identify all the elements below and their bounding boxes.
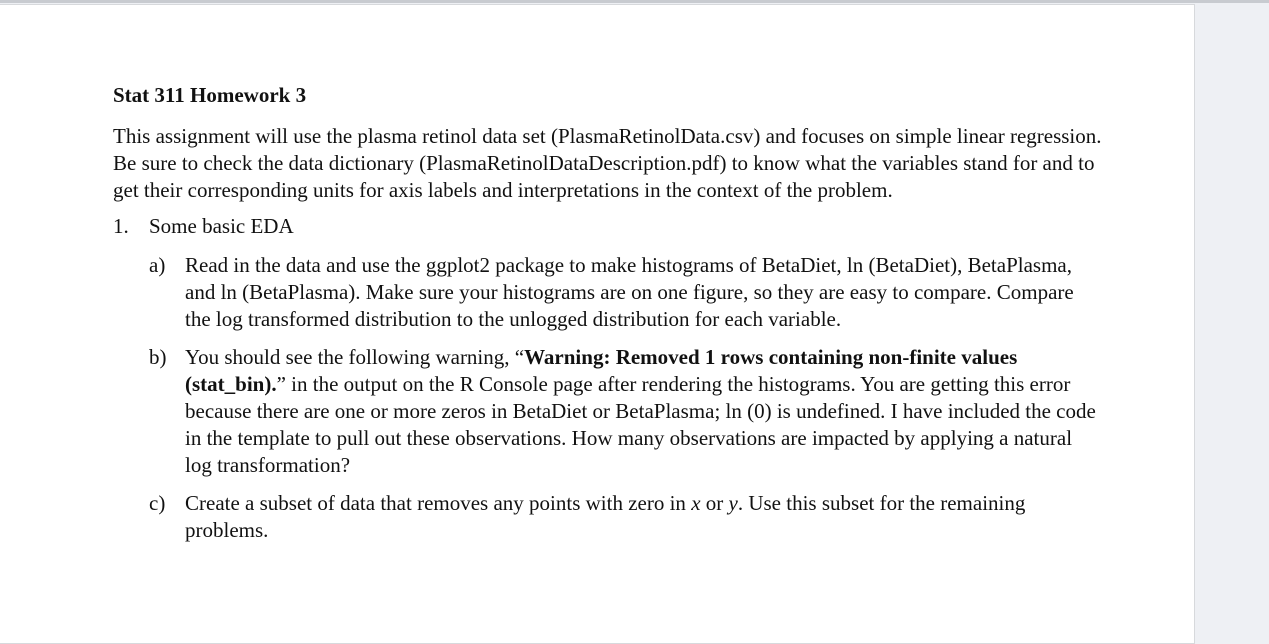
- warning-intro-text: You should see the following warning, “: [185, 345, 525, 369]
- document-title: Stat 311 Homework 3: [113, 83, 307, 107]
- question-1-heading: [113, 213, 1113, 240]
- subset-text-end: . Use this subset for the remaining problems.: [185, 491, 1026, 542]
- question-heading-text: Some basic EDA: [149, 214, 294, 238]
- variable-x: x: [691, 491, 701, 515]
- variable-y: y: [728, 491, 738, 515]
- subquestion-c-text: [185, 490, 1099, 544]
- subquestion-b-text: [185, 344, 1099, 479]
- question-list: [113, 213, 1113, 544]
- intro-paragraph: This assignment will use the plasma retinol data set (PlasmaRetinolData.csv) and focuses on simple linear regression. Be sure to check the data dictionary (PlasmaRetinolDataDescription.pdf) to know what the variables stand for and to get their corresponding units for axis labels and interpretations in the context of the problem.: [113, 124, 1102, 202]
- warning-explanation-text: ” in the output on the R Console page after rendering the histograms. You are getting this error because there are one or more zeros in BetaDiet or BetaPlasma; ln (0) is undefined. I have included the code in the template to pull out these observations. How many observations are impacted by applying a natural log transformation?: [185, 372, 1096, 477]
- warning-message: Warning: Removed 1 rows containing non-finite values (stat_bin).: [185, 345, 1018, 396]
- subquestion-a: [149, 252, 1099, 333]
- subquestion-letter: a): [149, 253, 166, 277]
- subquestion-c: [149, 490, 1099, 544]
- subquestion-letter: c): [149, 491, 166, 515]
- subset-text-start: Create a subset of data that removes any points with zero in: [185, 491, 692, 515]
- subset-text-or: or: [700, 491, 729, 515]
- question-number: 1.: [113, 214, 129, 238]
- document-content: [113, 79, 1113, 544]
- subquestion-a-text: Read in the data and use the ggplot2 package to make histograms of BetaDiet, ln (BetaDiet), BetaPlasma, and ln (BetaPlasma). Make sure your histograms are on one figure, so they are easy to compare. Compare the log transformed distribution to the unlogged distribution for each variable.: [185, 253, 1074, 331]
- subquestion-letter: b): [149, 345, 167, 369]
- document-page: [0, 4, 1195, 644]
- window-top-border: [0, 0, 1269, 3]
- subquestion-b: [149, 344, 1099, 479]
